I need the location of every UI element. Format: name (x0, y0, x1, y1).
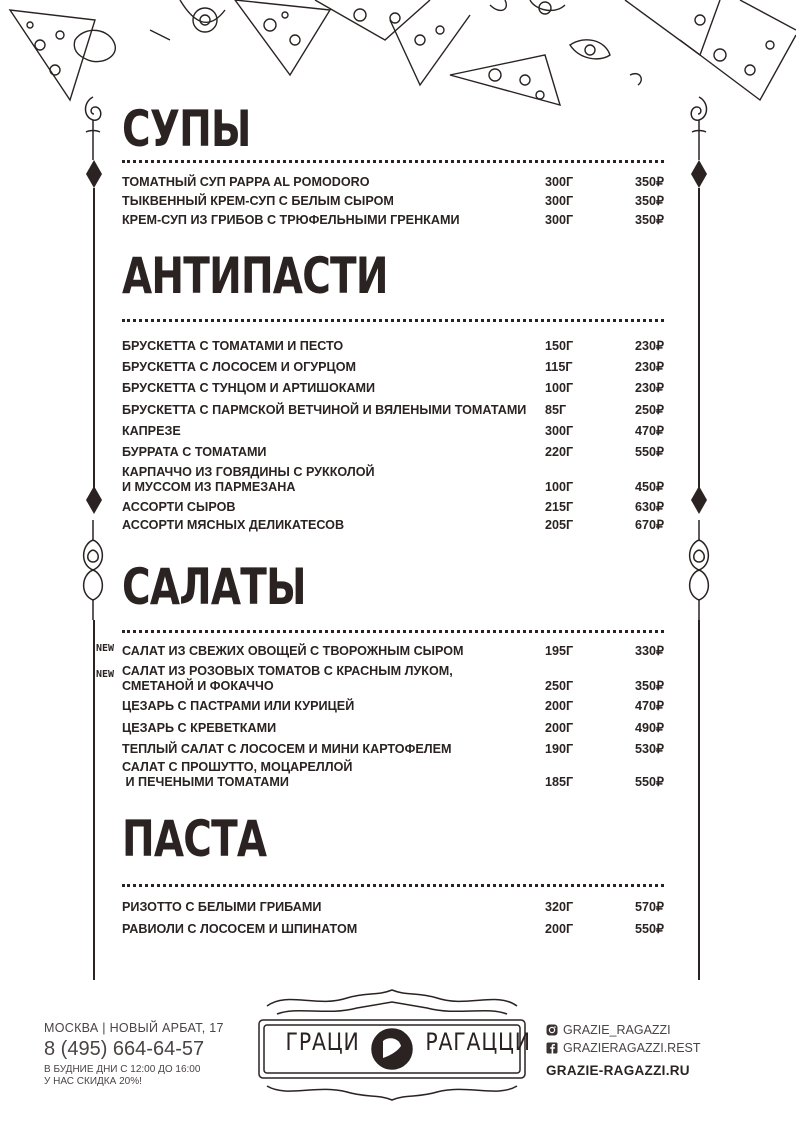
item-weight: 300Г (545, 424, 574, 438)
menu-item (122, 660, 664, 696)
item-name: БРУСКЕТТА С ПАРМСКОЙ ВЕТЧИНОЙ И ВЯЛЕНЫМИ ТОМАТАМИ (122, 403, 527, 417)
item-weight: 150Г (545, 339, 574, 353)
frame-line-left-2 (93, 620, 95, 980)
item-name: ЦЕЗАРЬ С ПАСТРАМИ ИЛИ КУРИЦЕЙ (122, 699, 355, 713)
item-name-line1: САЛАТ ИЗ РОЗОВЫХ ТОМАТОВ С КРАСНЫМ ЛУКОМ, (122, 664, 453, 678)
menu-item (122, 718, 664, 738)
section-title-pasta: ПАСТА (122, 810, 267, 868)
item-name: КРЕМ-СУП ИЗ ГРИБОВ С ТРЮФЕЛЬНЫМИ ГРЕНКАМИ (122, 213, 460, 227)
frame-line-right-2 (698, 620, 700, 980)
divider-salads (122, 630, 664, 633)
item-price: 350₽ (634, 175, 664, 189)
frame-ornament-right-top (684, 92, 714, 162)
menu-item (122, 336, 664, 356)
frame-diamond-left-2 (86, 486, 102, 514)
frame-diamond-right-1 (691, 160, 707, 188)
item-weight: 215Г (545, 500, 574, 514)
item-weight: 300Г (545, 194, 574, 208)
logo-text-left: ГРАЦИ (285, 1028, 360, 1056)
facebook-icon (546, 1042, 558, 1054)
address: МОСКВА | НОВЫЙ АРБАТ, 17 (44, 1021, 224, 1035)
menu-item (122, 191, 664, 211)
item-name: ТОМАТНЫЙ СУП PAPPA AL POMODORO (122, 175, 370, 189)
menu-item (122, 919, 664, 939)
item-name: БРУСКЕТТА С ТОМАТАМИ И ПЕСТО (122, 339, 344, 353)
item-name: РАВИОЛИ С ЛОСОСЕМ И ШПИНАТОМ (122, 922, 358, 936)
menu-item (122, 897, 664, 917)
item-price: 490₽ (634, 721, 664, 735)
menu-item (122, 641, 664, 661)
item-weight: 200Г (545, 721, 574, 735)
menu-item (122, 461, 664, 497)
item-name-line2: И МУССОМ ИЗ ПАРМЕЗАНА (122, 480, 296, 494)
item-name: КАПРЕЗЕ (122, 424, 181, 438)
item-weight: 100Г (545, 480, 574, 494)
menu-item (122, 400, 664, 420)
item-price: 470₽ (634, 424, 664, 438)
menu-item (122, 756, 664, 792)
item-price: 630₽ (634, 500, 664, 514)
item-price: 330₽ (634, 644, 664, 658)
item-price: 230₽ (634, 339, 664, 353)
item-price: 250₽ (634, 403, 664, 417)
item-weight: 300Г (545, 175, 574, 189)
discount-note-line2: У НАС СКИДКА 20%! (44, 1076, 142, 1087)
item-price: 230₽ (634, 381, 664, 395)
menu-item (122, 442, 664, 462)
item-name: АССОРТИ СЫРОВ (122, 500, 236, 514)
menu-item (122, 497, 664, 517)
frame-diamond-left-1 (86, 160, 102, 188)
frame-ornament-right-mid (682, 520, 716, 620)
menu-item (122, 378, 664, 398)
item-price: 550₽ (634, 445, 664, 459)
item-price: 550₽ (634, 775, 664, 789)
item-price: 550₽ (634, 922, 664, 936)
item-weight: 250Г (545, 679, 574, 693)
pizza-sketch-decoration (0, 0, 796, 110)
footer-contact (44, 1021, 244, 1088)
logo-text-right: РАГАЦЦИ (425, 1028, 531, 1056)
item-price: 350₽ (634, 213, 664, 227)
new-badge: NEW (96, 643, 115, 654)
item-price: 530₽ (634, 742, 664, 756)
item-name: ТЕПЛЫЙ САЛАТ С ЛОСОСЕМ И МИНИ КАРТОФЕЛЕМ (122, 742, 452, 756)
frame-ornament-left-mid (76, 520, 110, 620)
discount-note-line1: В БУДНИЕ ДНИ С 12:00 ДО 16:00 (44, 1064, 201, 1075)
section-title-antipasti: АНТИПАСТИ (122, 247, 388, 305)
item-name-line1: САЛАТ С ПРОШУТТО, МОЦАРЕЛЛОЙ (122, 760, 353, 774)
item-name: САЛАТ ИЗ СВЕЖИХ ОВОЩЕЙ С ТВОРОЖНЫМ СЫРОМ (122, 644, 464, 658)
item-name: ТЫКВЕННЫЙ КРЕМ-СУП С БЕЛЫМ СЫРОМ (122, 194, 394, 208)
item-weight: 185Г (545, 775, 574, 789)
item-weight: 320Г (545, 900, 574, 914)
menu-item (122, 210, 664, 230)
instagram-handle: GRAZIE_RAGAZZI (563, 1023, 671, 1037)
item-name: БРУСКЕТТА С ЛОСОСЕМ И ОГУРЦОМ (122, 360, 356, 374)
menu-item (122, 357, 664, 377)
facebook-handle: GRAZIERAGAZZI.REST (563, 1041, 701, 1055)
item-price: 350₽ (634, 679, 664, 693)
section-title-soups: СУПЫ (122, 100, 251, 158)
item-price: 470₽ (634, 699, 664, 713)
frame-ornament-left-top (78, 92, 108, 162)
item-name-line1: КАРПАЧЧО ИЗ ГОВЯДИНЫ С РУККОЛОЙ (122, 465, 375, 479)
item-price: 670₽ (634, 518, 664, 532)
menu-item (122, 515, 664, 535)
frame-line-right-1 (698, 188, 700, 488)
item-name: ЦЕЗАРЬ С КРЕВЕТКАМИ (122, 721, 277, 735)
item-price: 230₽ (634, 360, 664, 374)
item-price: 450₽ (634, 480, 664, 494)
item-weight: 200Г (545, 699, 574, 713)
menu-item (122, 172, 664, 192)
phone-number[interactable]: 8 (495) 664-64-57 (44, 1038, 205, 1060)
footer-social (546, 1021, 701, 1078)
menu-item (122, 696, 664, 716)
item-weight: 300Г (545, 213, 574, 227)
frame-line-left-1 (93, 188, 95, 488)
item-weight: 100Г (545, 381, 574, 395)
restaurant-logo (247, 986, 537, 1106)
item-name-line2: СМЕТАНОЙ И ФОКАЧЧО (122, 679, 274, 693)
menu-item (122, 421, 664, 441)
item-name: БРУСКЕТТА С ТУНЦОМ И АРТИШОКАМИ (122, 381, 376, 395)
section-title-salads: САЛАТЫ (122, 558, 306, 616)
item-name: БУРРАТА С ТОМАТАМИ (122, 445, 267, 459)
new-badge: NEW (96, 669, 115, 680)
item-weight: 220Г (545, 445, 574, 459)
item-price: 350₽ (634, 194, 664, 208)
item-weight: 205Г (545, 518, 574, 532)
item-weight: 85Г (545, 403, 567, 417)
item-weight: 115Г (545, 360, 573, 374)
divider-antipasti (122, 319, 664, 322)
item-weight: 200Г (545, 922, 574, 936)
instagram-link[interactable] (546, 1021, 701, 1039)
item-name: АССОРТИ МЯСНЫХ ДЕЛИКАТЕСОВ (122, 518, 345, 532)
item-weight: 190Г (545, 742, 574, 756)
divider-pasta (122, 884, 664, 887)
instagram-icon (546, 1024, 558, 1036)
divider-soups (122, 160, 664, 163)
item-name-line2: И ПЕЧЕНЫМИ ТОМАТАМИ (122, 775, 289, 789)
website-link[interactable]: GRAZIE-RAGAZZI.RU (546, 1063, 690, 1078)
facebook-link[interactable] (546, 1039, 701, 1057)
item-weight: 195Г (545, 644, 574, 658)
item-price: 570₽ (634, 900, 664, 914)
frame-diamond-right-2 (691, 486, 707, 514)
item-name: РИЗОТТО С БЕЛЫМИ ГРИБАМИ (122, 900, 322, 914)
